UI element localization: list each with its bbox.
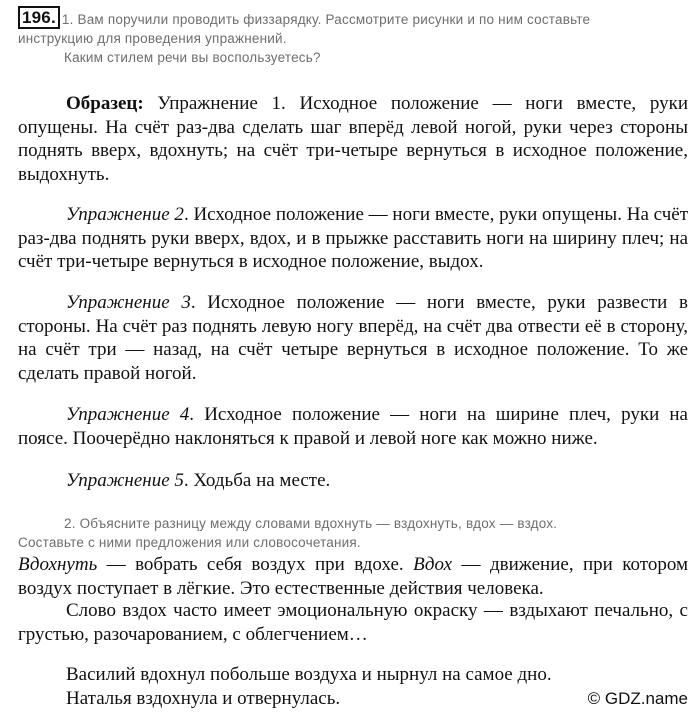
task-number-box: 196. <box>18 6 60 29</box>
task-2-instructions <box>18 514 688 552</box>
exercise-3-paragraph <box>18 291 688 385</box>
exercise-2-text: . Исходное положение — ноги вместе, руки опущены. На счёт раз-два поднять руки вверх, вдох, и в прыжке расставить ноги на ширину плеч; на счёт три-четыре вернуться в исходное положение, выдох. <box>18 204 689 272</box>
answer-2-paragraph-1 <box>18 553 688 600</box>
exercise-2-paragraph <box>18 203 688 274</box>
answer-2-paragraph-2 <box>18 599 688 646</box>
word-vdokh: Вдох <box>413 554 453 575</box>
definition-1: — вобрать себя воздух при вдохе. <box>97 554 414 575</box>
task-196-text-1: 1. Вам поручили проводить физзарядку. Рассмотрите рисунки и по ним составьте <box>61 12 591 27</box>
example-sentence-2: Наталья вздохнула и отвернулась. <box>66 687 341 709</box>
exercise-5-paragraph <box>18 469 688 493</box>
exercise-4-label: Упражнение 4 <box>66 404 190 425</box>
emotional-note: Слово вздох часто имеет эмоциональную окраску — вздыхают печально, с грустью, разочарованием, с облегчением… <box>18 600 688 645</box>
example-sentence-1: Василий вдохнул побольше воздуха и нырнул на самое дно. <box>66 664 552 685</box>
task-196-instructions <box>18 6 690 67</box>
exercise-5-text: . Ходьба на месте. <box>183 470 331 491</box>
task-196-text-2: инструкцию для проведения упражнений. <box>18 31 287 46</box>
word-vdokhnut: Вдохнуть <box>18 554 98 575</box>
task-line-1 <box>18 6 690 29</box>
exercise-3-label: Упражнение 3 <box>66 292 191 313</box>
exercise-3-text: . Исходное положение — ноги вместе, руки развести в стороны. На счёт раз поднять левую ногу вперёд, на счёт два отвести её в сторону, на счёт три — назад, на счёт четыре вернуться в исходное положение. То же сделать правой ногой. <box>18 292 688 384</box>
definition-2: — движение, при котором воздух поступает в лёгкие. Это естественные действия человека. <box>18 554 688 599</box>
task-196-question: Каким стилем речи вы воспользуетесь? <box>64 50 321 65</box>
exercise-4-text: . Исходное положение — ноги на ширине плеч, руки на поясе. Поочерёдно наклоняться к правой и левой ноге как можно ниже. <box>18 404 688 449</box>
sample-label: Образец: <box>66 93 144 114</box>
task-2-text-2: Составьте с ними предложения или словосочетания. <box>18 535 361 550</box>
exercise-1-paragraph <box>18 92 688 186</box>
task-2-text-1: 2. Объясните разницу между словами вдохнуть — вздохнуть, вдох — вздох. <box>64 516 558 531</box>
exercise-1-text: Упражнение 1. Исходное положение — ноги вместе, руки опущены. На счёт раз-два сделать шаг вперёд левой ногой, руки через стороны поднять вверх, вдохнуть; на счёт три-четыре вернуться в исходное положение, выдохнуть. <box>18 93 688 185</box>
exercise-2-label: Упражнение 2 <box>66 204 184 225</box>
exercise-4-paragraph <box>18 403 688 450</box>
exercise-5-label: Упражнение 5 <box>66 470 184 491</box>
gdz-watermark: © GDZ.name <box>587 689 688 708</box>
